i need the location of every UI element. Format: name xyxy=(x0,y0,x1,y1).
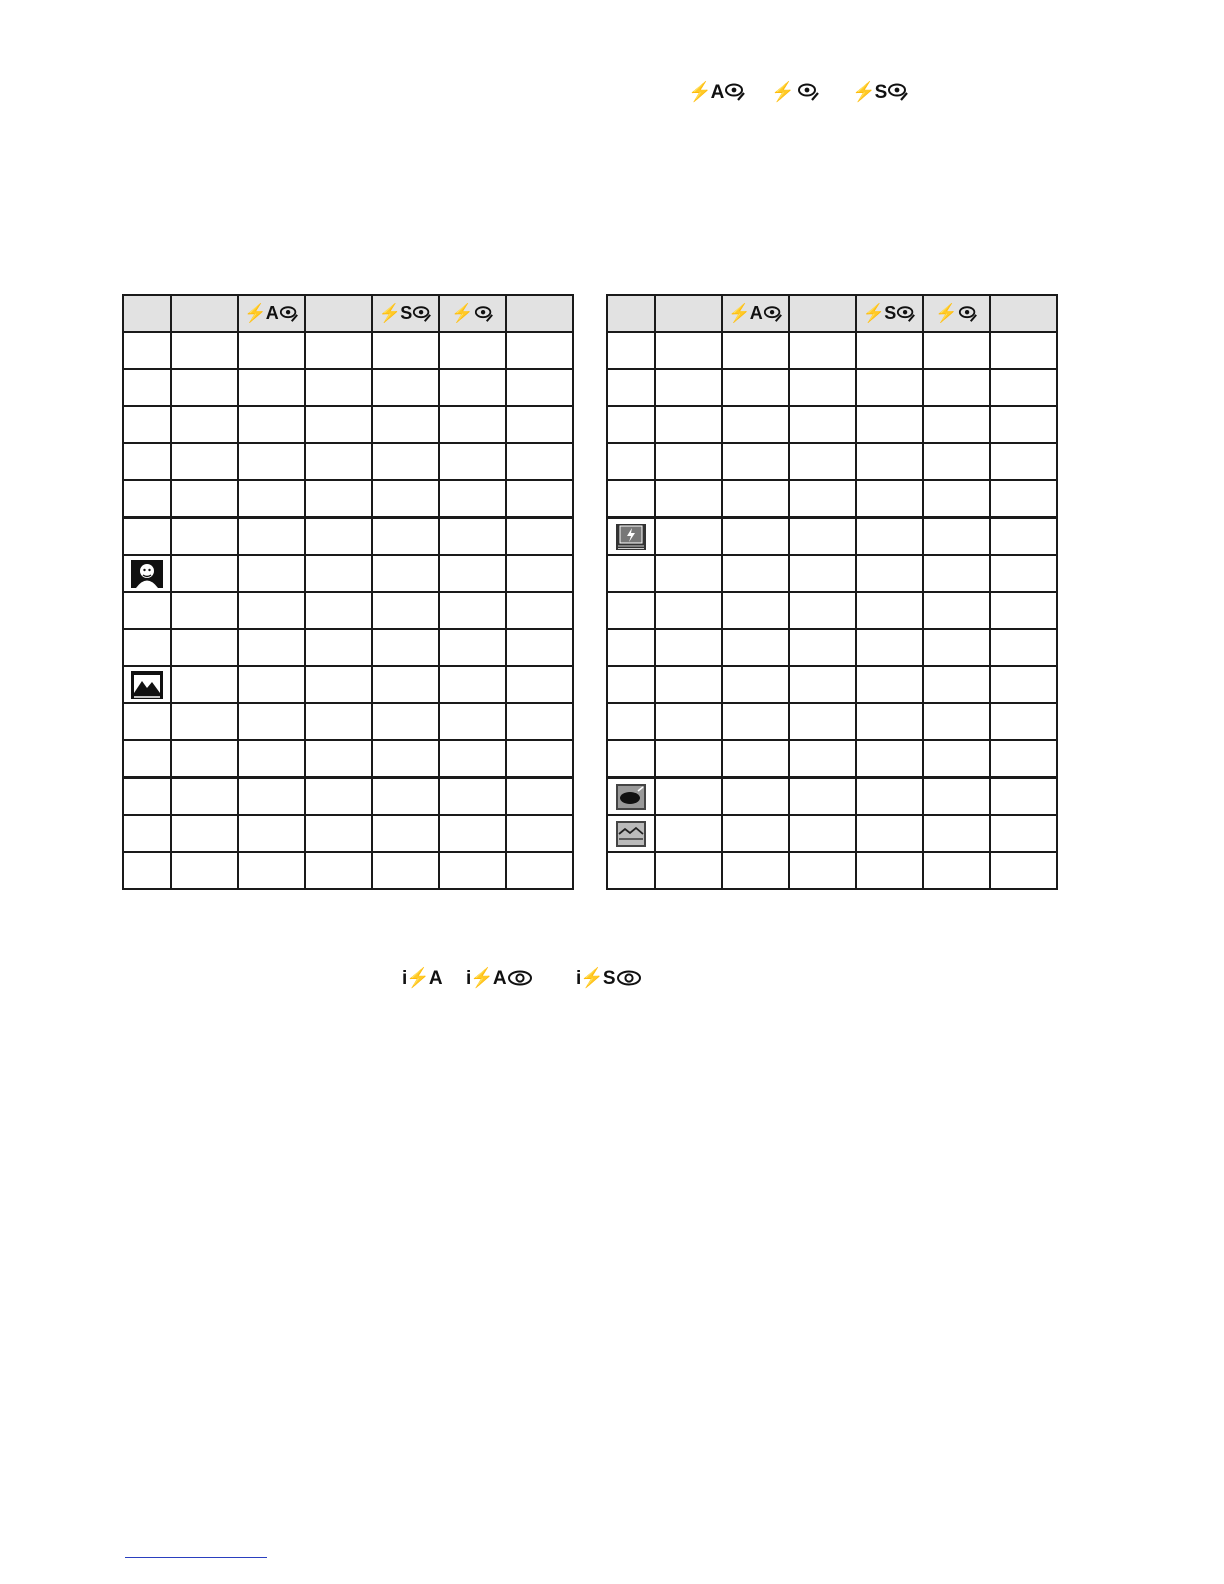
table-row xyxy=(123,518,573,556)
table-cell xyxy=(990,703,1057,740)
header-cell xyxy=(372,295,439,332)
table-cell xyxy=(372,369,439,406)
table-cell xyxy=(923,778,990,816)
table-cell xyxy=(171,703,238,740)
table-cell xyxy=(789,369,856,406)
header-row xyxy=(607,295,1057,332)
table-cell xyxy=(856,629,923,666)
table-cell xyxy=(722,740,789,778)
table-cell xyxy=(789,480,856,518)
table-cell xyxy=(439,815,506,852)
header-cell xyxy=(607,295,655,332)
table-cell xyxy=(123,629,171,666)
table-cell xyxy=(171,592,238,629)
table-cell xyxy=(123,666,171,703)
table-cell xyxy=(722,518,789,556)
portrait-scene-icon xyxy=(124,559,170,589)
table-cell xyxy=(506,740,573,778)
table-row xyxy=(607,852,1057,889)
table-cell xyxy=(607,629,655,666)
intelligent-flash-slow-red-eye-symbol xyxy=(576,966,642,990)
table-row xyxy=(607,406,1057,443)
table-cell xyxy=(856,815,923,852)
table-cell xyxy=(607,592,655,629)
red-eye-icon xyxy=(616,969,642,987)
table-cell xyxy=(171,369,238,406)
food-scene-icon xyxy=(608,783,654,811)
table-cell xyxy=(856,480,923,518)
header-cell xyxy=(238,295,305,332)
table-cell xyxy=(655,629,722,666)
table-cell xyxy=(171,778,238,816)
table-cell xyxy=(722,369,789,406)
table-cell xyxy=(238,778,305,816)
table-row xyxy=(123,369,573,406)
table-cell xyxy=(439,740,506,778)
table-cell xyxy=(506,815,573,852)
intelligent-flash-auto-red-eye-label: i⚡A xyxy=(466,968,506,989)
table-cell xyxy=(439,592,506,629)
header-cell xyxy=(123,295,171,332)
table-cell xyxy=(655,592,722,629)
table-cell xyxy=(655,740,722,778)
table-cell xyxy=(372,406,439,443)
table-cell xyxy=(123,740,171,778)
table-cell xyxy=(722,443,789,480)
table-cell xyxy=(923,703,990,740)
table-cell xyxy=(305,518,372,556)
table-cell xyxy=(722,815,789,852)
table-cell xyxy=(305,703,372,740)
flash-mode-label: ⚡S xyxy=(862,303,896,323)
table-cell xyxy=(439,666,506,703)
table-cell xyxy=(171,332,238,369)
table-cell xyxy=(439,443,506,480)
flash-mode-symbol xyxy=(857,303,922,324)
table-cell xyxy=(305,778,372,816)
header-cell xyxy=(305,295,372,332)
table-cell xyxy=(372,852,439,889)
table-cell xyxy=(722,629,789,666)
table-cell xyxy=(506,518,573,556)
table-cell xyxy=(506,852,573,889)
table-cell xyxy=(171,406,238,443)
flash-mode-symbol xyxy=(440,303,505,324)
table-cell xyxy=(923,629,990,666)
table-cell xyxy=(506,332,573,369)
table-cell xyxy=(607,740,655,778)
table-cell xyxy=(171,555,238,592)
table-cell xyxy=(372,815,439,852)
table-cell xyxy=(856,332,923,369)
table-cell xyxy=(990,592,1057,629)
table-cell xyxy=(722,666,789,703)
table-cell xyxy=(856,443,923,480)
table-cell xyxy=(856,778,923,816)
table-cell xyxy=(789,852,856,889)
table-cell xyxy=(123,592,171,629)
table-cell xyxy=(856,406,923,443)
table-cell xyxy=(123,703,171,740)
table-cell xyxy=(923,666,990,703)
table-cell xyxy=(856,369,923,406)
flash-mode-label: ⚡A xyxy=(244,303,278,323)
table-cell xyxy=(439,332,506,369)
table-cell xyxy=(123,332,171,369)
flash-mode-symbol xyxy=(239,303,304,324)
table-cell xyxy=(372,629,439,666)
red-eye-correction-icon xyxy=(763,304,783,324)
flash-on-label: ⚡ xyxy=(771,82,794,103)
table-cell xyxy=(238,332,305,369)
table-cell xyxy=(123,369,171,406)
table-cell xyxy=(923,332,990,369)
intelligent-flash-auto-label: i⚡A xyxy=(402,968,442,989)
table-cell xyxy=(372,703,439,740)
table-cell xyxy=(372,555,439,592)
flash-auto-red-eye-symbol xyxy=(688,80,746,104)
table-cell xyxy=(238,815,305,852)
table-row xyxy=(123,332,573,369)
table-row xyxy=(123,740,573,778)
table-cell xyxy=(990,518,1057,556)
table-cell xyxy=(123,406,171,443)
aerial-scene-icon xyxy=(608,820,654,848)
table-cell xyxy=(789,332,856,369)
table-cell xyxy=(238,852,305,889)
table-row xyxy=(607,369,1057,406)
table-cell xyxy=(123,480,171,518)
table-cell xyxy=(923,555,990,592)
table-row xyxy=(607,518,1057,556)
table-cell xyxy=(439,480,506,518)
table-row xyxy=(123,778,573,816)
flash-mode-label: ⚡ xyxy=(451,303,473,323)
red-eye-correction-icon xyxy=(724,81,746,103)
table-cell xyxy=(789,443,856,480)
table-cell xyxy=(856,592,923,629)
table-cell xyxy=(238,555,305,592)
table-row xyxy=(123,703,573,740)
table-cell xyxy=(171,480,238,518)
table-cell xyxy=(506,480,573,518)
table-cell xyxy=(655,406,722,443)
table-cell xyxy=(238,443,305,480)
table-cell xyxy=(856,666,923,703)
table-row xyxy=(123,592,573,629)
table-cell xyxy=(722,592,789,629)
footnote-separator xyxy=(125,1557,267,1558)
table-cell xyxy=(789,740,856,778)
table-cell xyxy=(607,778,655,816)
table-cell xyxy=(722,480,789,518)
table-cell xyxy=(123,852,171,889)
table-cell xyxy=(305,332,372,369)
table-cell xyxy=(655,369,722,406)
table-row xyxy=(607,555,1057,592)
table-row xyxy=(607,740,1057,778)
table-cell xyxy=(789,815,856,852)
table-row xyxy=(123,555,573,592)
table-cell xyxy=(506,703,573,740)
table-cell xyxy=(990,778,1057,816)
table-cell xyxy=(305,852,372,889)
table-row xyxy=(607,332,1057,369)
table-row xyxy=(123,629,573,666)
header-cell xyxy=(506,295,573,332)
table-cell xyxy=(238,406,305,443)
table-row xyxy=(123,815,573,852)
table-row xyxy=(123,443,573,480)
header-cell xyxy=(856,295,923,332)
table-cell xyxy=(607,815,655,852)
table-cell xyxy=(655,443,722,480)
flash-mode-symbol xyxy=(723,303,788,324)
table-cell xyxy=(372,480,439,518)
table-cell xyxy=(923,406,990,443)
table-cell xyxy=(789,406,856,443)
table-cell xyxy=(439,406,506,443)
table-cell xyxy=(990,555,1057,592)
table-cell xyxy=(607,406,655,443)
table-cell xyxy=(607,666,655,703)
table-cell xyxy=(506,443,573,480)
table-cell xyxy=(439,629,506,666)
table-cell xyxy=(990,815,1057,852)
flash-mode-symbol xyxy=(373,303,438,324)
table-cell xyxy=(123,815,171,852)
table-cell xyxy=(607,332,655,369)
table-cell xyxy=(506,629,573,666)
table-cell xyxy=(305,369,372,406)
header-row xyxy=(123,295,573,332)
table-cell xyxy=(607,703,655,740)
table-cell xyxy=(506,666,573,703)
red-eye-correction-icon xyxy=(474,304,494,324)
table-cell xyxy=(238,518,305,556)
table-cell xyxy=(856,703,923,740)
table-cell xyxy=(722,406,789,443)
right-flash-table xyxy=(606,294,1058,890)
flash-mode-label: ⚡S xyxy=(378,303,412,323)
table-cell xyxy=(171,666,238,703)
table-cell xyxy=(123,443,171,480)
table-cell xyxy=(990,480,1057,518)
table-cell xyxy=(655,852,722,889)
table-cell xyxy=(923,592,990,629)
table-cell xyxy=(923,852,990,889)
table-cell xyxy=(856,555,923,592)
table-cell xyxy=(655,778,722,816)
table-cell xyxy=(789,555,856,592)
table-cell xyxy=(305,555,372,592)
table-cell xyxy=(722,778,789,816)
table-cell xyxy=(372,443,439,480)
table-cell xyxy=(372,740,439,778)
table-cell xyxy=(722,852,789,889)
scenery-scene-icon xyxy=(124,670,170,700)
table-cell xyxy=(506,369,573,406)
header-cell xyxy=(655,295,722,332)
header-cell xyxy=(789,295,856,332)
table-cell xyxy=(238,369,305,406)
flash-burst-scene-icon xyxy=(608,523,654,551)
table-cell xyxy=(789,778,856,816)
header-cell xyxy=(722,295,789,332)
table-cell xyxy=(372,332,439,369)
red-eye-icon xyxy=(507,969,533,987)
table-cell xyxy=(171,815,238,852)
table-cell xyxy=(655,332,722,369)
table-cell xyxy=(439,369,506,406)
table-cell xyxy=(990,443,1057,480)
table-row xyxy=(607,592,1057,629)
table-cell xyxy=(305,406,372,443)
table-cell xyxy=(506,406,573,443)
table-cell xyxy=(171,443,238,480)
intelligent-flash-slow-red-eye-label: i⚡S xyxy=(576,968,615,989)
table-cell xyxy=(990,406,1057,443)
table-cell xyxy=(123,555,171,592)
table-cell xyxy=(171,852,238,889)
table-row xyxy=(607,629,1057,666)
red-eye-correction-icon xyxy=(958,304,978,324)
table-row xyxy=(607,443,1057,480)
table-cell xyxy=(990,332,1057,369)
table-cell xyxy=(856,740,923,778)
table-row xyxy=(607,703,1057,740)
table-cell xyxy=(923,518,990,556)
flash-slow-red-eye-symbol xyxy=(852,80,909,104)
table-cell xyxy=(722,703,789,740)
table-cell xyxy=(305,443,372,480)
table-cell xyxy=(171,629,238,666)
table-cell xyxy=(722,332,789,369)
table-cell xyxy=(923,443,990,480)
table-cell xyxy=(923,740,990,778)
intelligent-flash-auto-red-eye-symbol xyxy=(466,966,533,990)
table-row xyxy=(607,815,1057,852)
table-cell xyxy=(506,555,573,592)
table-cell xyxy=(607,555,655,592)
table-cell xyxy=(372,666,439,703)
table-cell xyxy=(372,778,439,816)
table-cell xyxy=(923,480,990,518)
table-cell xyxy=(305,592,372,629)
table-row xyxy=(123,666,573,703)
table-cell xyxy=(123,518,171,556)
table-row xyxy=(607,480,1057,518)
table-cell xyxy=(722,555,789,592)
red-eye-correction-icon xyxy=(896,304,916,324)
table-cell xyxy=(439,518,506,556)
table-cell xyxy=(439,852,506,889)
table-cell xyxy=(990,740,1057,778)
table-cell xyxy=(372,592,439,629)
header-cell xyxy=(923,295,990,332)
table-cell xyxy=(990,369,1057,406)
table-row xyxy=(607,666,1057,703)
table-cell xyxy=(990,666,1057,703)
table-cell xyxy=(372,518,439,556)
table-cell xyxy=(655,480,722,518)
table-row xyxy=(123,480,573,518)
table-cell xyxy=(990,629,1057,666)
table-cell xyxy=(607,480,655,518)
table-cell xyxy=(506,592,573,629)
red-eye-correction-icon xyxy=(795,81,821,103)
table-cell xyxy=(923,815,990,852)
flash-mode-label: ⚡ xyxy=(935,303,957,323)
table-cell xyxy=(238,480,305,518)
table-cell xyxy=(789,703,856,740)
table-cell xyxy=(789,666,856,703)
header-cell xyxy=(439,295,506,332)
table-cell xyxy=(607,369,655,406)
table-cell xyxy=(789,518,856,556)
table-cell xyxy=(238,703,305,740)
table-cell xyxy=(238,629,305,666)
table-cell xyxy=(238,666,305,703)
table-cell xyxy=(439,555,506,592)
flash-on-red-eye-symbol xyxy=(771,80,821,104)
table-row xyxy=(123,852,573,889)
intelligent-flash-auto-symbol xyxy=(402,966,442,990)
table-cell xyxy=(789,629,856,666)
table-cell xyxy=(171,518,238,556)
table-cell xyxy=(238,592,305,629)
table-cell xyxy=(990,852,1057,889)
flash-mode-label: ⚡A xyxy=(728,303,762,323)
table-cell xyxy=(655,555,722,592)
table-cell xyxy=(789,592,856,629)
table-cell xyxy=(439,703,506,740)
table-cell xyxy=(305,815,372,852)
header-cell xyxy=(171,295,238,332)
table-cell xyxy=(655,518,722,556)
flash-auto-label: ⚡A xyxy=(688,82,724,103)
table-cell xyxy=(856,852,923,889)
table-cell xyxy=(305,666,372,703)
table-cell xyxy=(238,740,305,778)
table-cell xyxy=(923,369,990,406)
table-cell xyxy=(305,740,372,778)
table-row xyxy=(123,406,573,443)
table-cell xyxy=(655,666,722,703)
table-cell xyxy=(305,629,372,666)
header-cell xyxy=(990,295,1057,332)
table-cell xyxy=(171,740,238,778)
table-cell xyxy=(506,778,573,816)
flash-mode-symbol xyxy=(924,303,989,324)
table-row xyxy=(607,778,1057,816)
table-cell xyxy=(607,443,655,480)
red-eye-correction-icon xyxy=(279,304,299,324)
table-cell xyxy=(607,518,655,556)
table-cell xyxy=(607,852,655,889)
left-flash-table xyxy=(122,294,574,890)
table-cell xyxy=(305,480,372,518)
table-cell xyxy=(655,815,722,852)
table-cell xyxy=(856,518,923,556)
table-cell xyxy=(123,778,171,816)
flash-slow-label: ⚡S xyxy=(852,82,887,103)
table-cell xyxy=(655,703,722,740)
red-eye-correction-icon xyxy=(887,81,909,103)
red-eye-correction-icon xyxy=(412,304,432,324)
table-cell xyxy=(439,778,506,816)
